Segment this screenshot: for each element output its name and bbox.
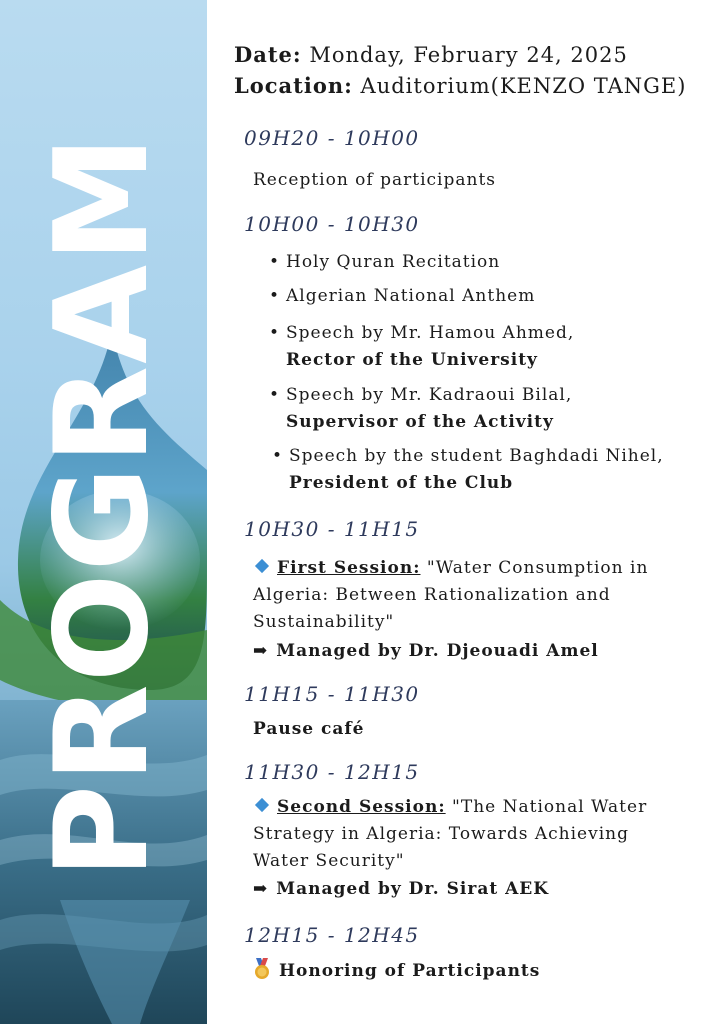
time-slot-3: 10H30 - 11H15: [244, 517, 420, 541]
list-item: • Speech by the student Baghdadi Nihel,: [289, 446, 664, 466]
speaker-role: Rector of the University: [286, 350, 538, 370]
date-value: Monday, February 24, 2025: [301, 43, 628, 67]
first-session-label: First Session:: [277, 558, 421, 578]
speaker-role: President of the Club: [289, 473, 514, 493]
session-title: "Water Consumption in: [426, 558, 649, 578]
water-drop-art-panel: PROGRAM: [0, 0, 207, 1024]
arrow-right-icon: ➡: [253, 641, 269, 661]
pause-text: Pause café: [253, 719, 365, 739]
list-item: • Speech by Mr. Kadraoui Bilal,: [286, 385, 572, 405]
session-title-line: Water Security": [253, 851, 405, 871]
managed-by-line: [253, 879, 549, 899]
session-title-line: Strategy in Algeria: Towards Achieving: [253, 824, 629, 844]
managed-by: Managed by Dr. Djeouadi Amel: [276, 641, 599, 661]
diamond-icon: [255, 798, 269, 812]
honoring-text: Honoring of Participants: [279, 961, 541, 981]
time-slot-6: 12H15 - 12H45: [244, 923, 420, 947]
managed-by-line: [253, 641, 599, 661]
session-line: [253, 797, 647, 817]
speaker-role: Supervisor of the Activity: [286, 412, 554, 432]
list-item: • Speech by Mr. Hamou Ahmed,: [286, 323, 574, 343]
second-session-label: Second Session:: [277, 797, 446, 817]
reception-text: Reception of participants: [253, 170, 497, 190]
diamond-icon: [255, 559, 269, 573]
location-label: Location:: [234, 73, 353, 98]
session-title-line: Sustainability": [253, 612, 395, 632]
date-line: [234, 42, 628, 67]
session-title: "The National Water: [452, 797, 648, 817]
session-line: [253, 558, 648, 578]
time-slot-4: 11H15 - 11H30: [244, 682, 420, 706]
time-slot-5: 11H30 - 12H15: [244, 760, 420, 784]
time-slot-2: 10H00 - 10H30: [244, 212, 420, 236]
arrow-right-icon: ➡: [253, 879, 269, 899]
session-title-line: Algeria: Between Rationalization and: [253, 585, 611, 605]
medal-icon: [253, 958, 271, 980]
location-line: [234, 73, 686, 98]
location-value: Auditorium(KENZO TANGE): [352, 74, 687, 98]
honoring-line: [253, 958, 540, 981]
date-label: Date:: [234, 42, 302, 67]
managed-by: Managed by Dr. Sirat AEK: [276, 879, 550, 899]
list-item: • Algerian National Anthem: [286, 286, 535, 306]
time-slot-1: 09H20 - 10H00: [244, 126, 420, 150]
list-item: • Holy Quran Recitation: [286, 252, 500, 272]
